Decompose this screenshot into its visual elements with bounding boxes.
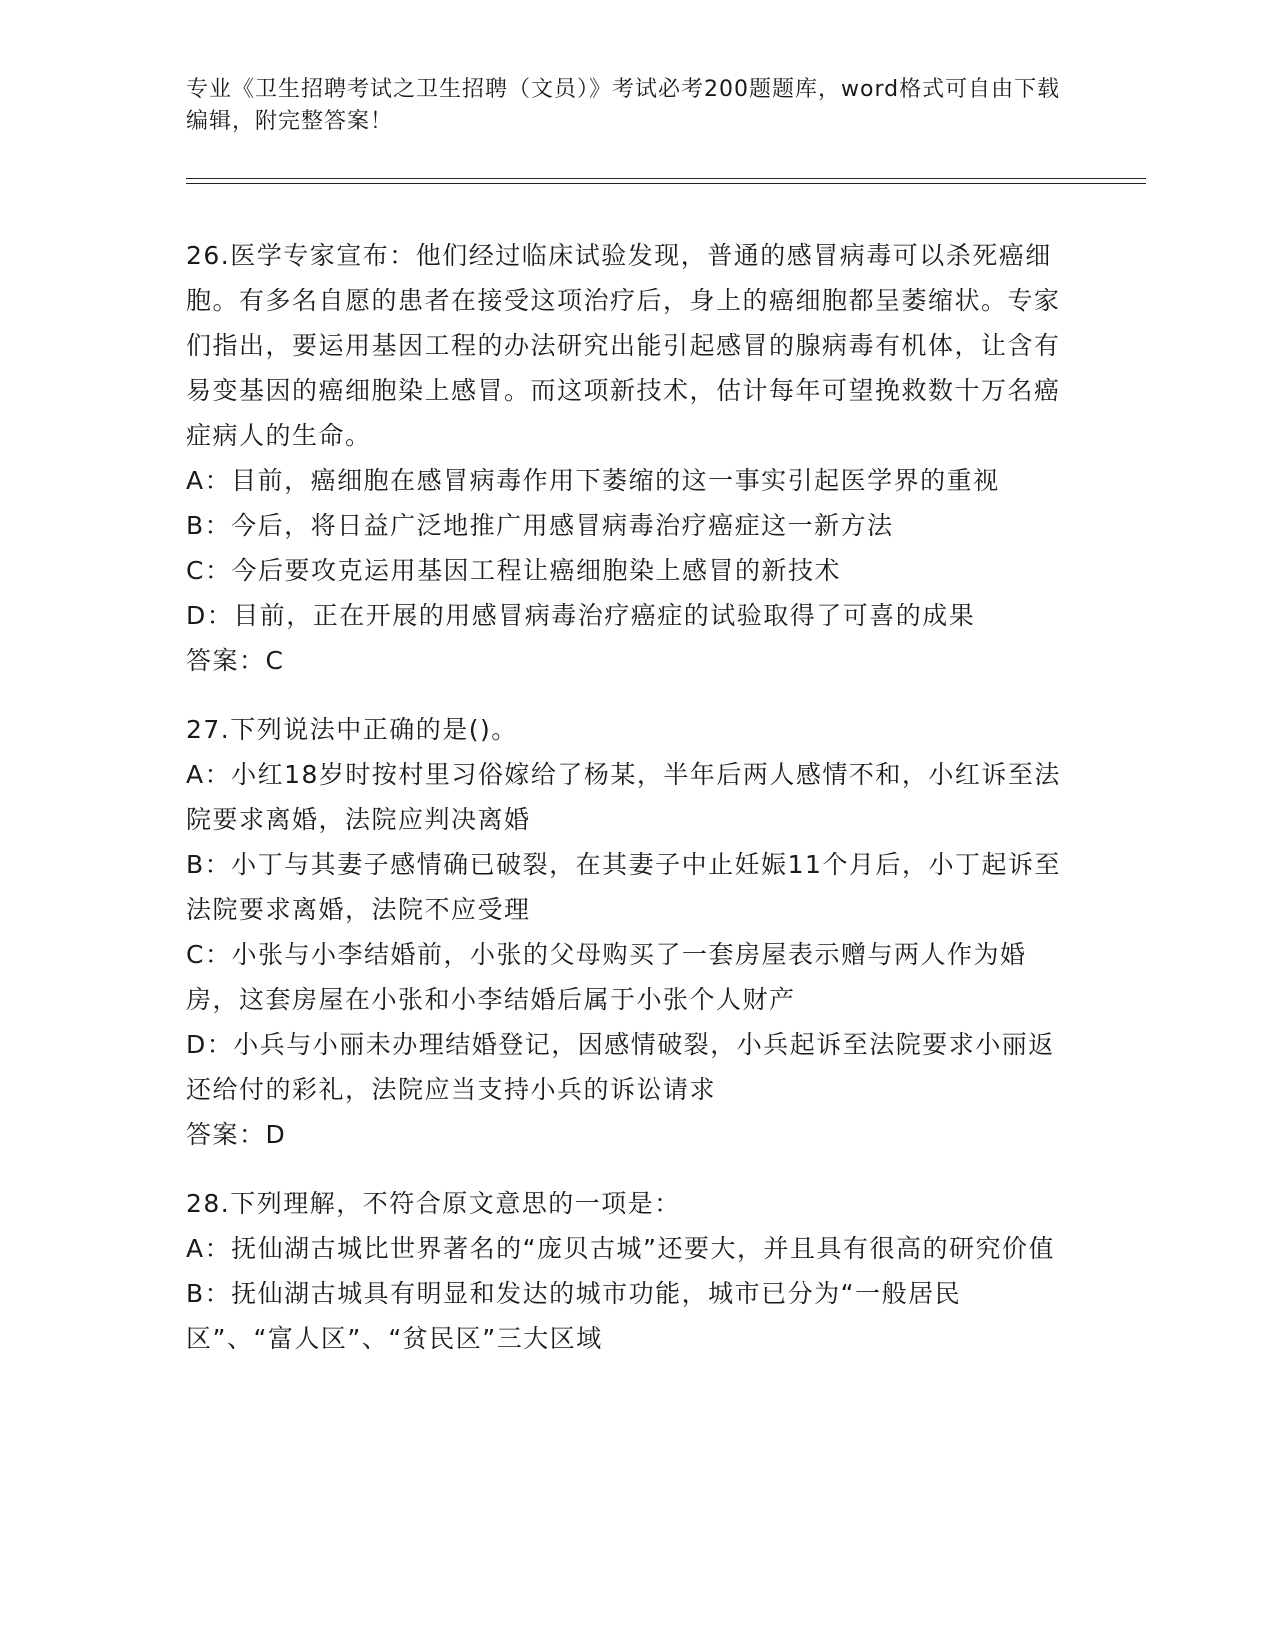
- question-28: [186, 1181, 1066, 1361]
- question-stem: 27.下列说法中正确的是()。: [186, 715, 518, 744]
- question-27: [186, 707, 1066, 1157]
- header-divider-bottom: [186, 183, 1146, 184]
- option-d: D：小兵与小丽未办理结婚登记，因感情破裂，小兵起诉至法院要求小丽返还给付的彩礼，法院应当支持小兵的诉讼请求: [186, 1030, 1055, 1104]
- option-d: D：目前，正在开展的用感冒病毒治疗癌症的试验取得了可喜的成果: [186, 601, 976, 630]
- option-a: A：小红18岁时按村里习俗嫁给了杨某，半年后两人感情不和，小红诉至法院要求离婚，法院应判决离婚: [186, 760, 1061, 834]
- header-divider-top: [186, 178, 1146, 179]
- option-a: A：抚仙湖古城比世界著名的“庞贝古城”还要大，并且具有很高的研究价值: [186, 1234, 1056, 1263]
- question-stem: 28.下列理解，不符合原文意思的一项是：: [186, 1189, 681, 1218]
- option-c: C：今后要攻克运用基因工程让癌细胞染上感冒的新技术: [186, 556, 841, 585]
- questions-container: [186, 233, 1066, 1385]
- option-c: C：小张与小李结婚前，小张的父母购买了一套房屋表示赠与两人作为婚房，这套房屋在小张和小李结婚后属于小张个人财产: [186, 940, 1027, 1014]
- question-26: [186, 233, 1066, 683]
- option-b: B：抚仙湖古城具有明显和发达的城市功能，城市已分为“一般居民区”、“富人区”、“贫民区”三大区域: [186, 1279, 962, 1353]
- option-a: A：目前，癌细胞在感冒病毒作用下萎缩的这一事实引起医学界的重视: [186, 466, 1000, 495]
- answer: 答案：D: [186, 1120, 287, 1149]
- answer: 答案：C: [186, 646, 285, 675]
- option-b: B：今后，将日益广泛地推广用感冒病毒治疗癌症这一新方法: [186, 511, 894, 540]
- option-b: B：小丁与其妻子感情确已破裂，在其妻子中止妊娠11个月后，小丁起诉至法院要求离婚，法院不应受理: [186, 850, 1061, 924]
- question-stem: 26.医学专家宣布：他们经过临床试验发现，普通的感冒病毒可以杀死癌细胞。有多名自愿的患者在接受这项治疗后，身上的癌细胞都呈萎缩状。专家们指出，要运用基因工程的办法研究出能引起感冒的腺病毒有机体，让含有易变基因的癌细胞染上感冒。而这项新技术，估计每年可望挽救数十万名癌症病人的生命。: [186, 241, 1061, 450]
- document-header: 专业《卫生招聘考试之卫生招聘（文员）》考试必考200题题库，word格式可自由下载编辑，附完整答案！: [186, 77, 1061, 134]
